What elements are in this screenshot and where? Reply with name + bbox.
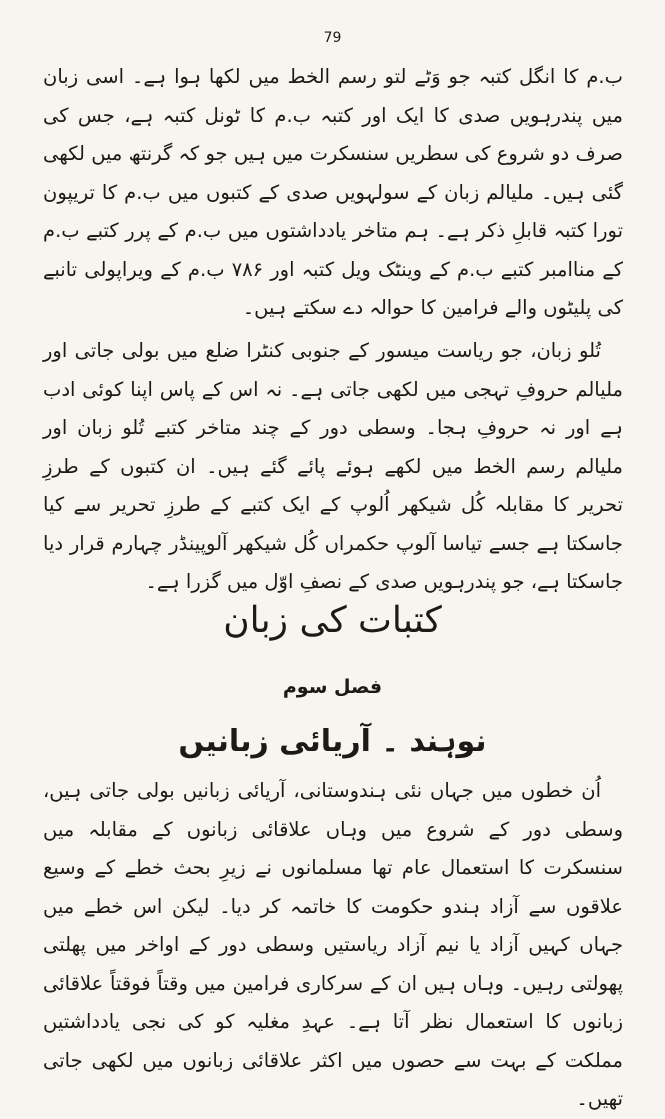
paragraph-malayalam-inscriptions	[43, 58, 623, 328]
section-label: فصل سوم	[282, 676, 383, 698]
chapter-title: کتبات کی زبان	[223, 600, 442, 641]
paragraph-indo-aryan-languages	[43, 772, 623, 1119]
page-number: 79	[323, 30, 342, 46]
section-heading: نوہند ۔ آریائی زبانیں	[178, 724, 487, 759]
paragraph-tulu-language	[43, 332, 623, 602]
paragraph-text: اُن خطوں میں جہاں نئی ہندوستانی، آریائی زبانیں بولی جاتی ہیں، وسطی دور کے شروع میں وہاں علاقائی زبانوں کے مقابلہ میں سنسکرت کا استعمال عام تھا مسلمانوں نے زیرِ بحث خطے کے وسیع علاقوں سے آزاد ہندو حکومت کا خاتمہ کر دیا۔ لیکن اس خطے میں جہاں کہیں آزاد یا نیم آزاد ریاستیں وسطی دور کے اواخر میں پھلتی پھولتی رہیں۔ وہاں ہیں ان کے سرکاری فرامین میں وقتاً فوقتاً علاقائی زبانوں کا استعمال نظر آتا ہے۔ عہدِ مغلیہ کو کی نجی یادداشتیں مملکت کے بہت سے حصوں میں اکثر علاقائی زبانوں میں لکھی جاتی تھیں۔	[43, 779, 623, 1110]
paragraph-text: تُلو زبان، جو ریاست میسور کے جنوبی کنٹرا ضلع میں بولی جاتی اور ملیالم حروفِ تہجی میں لکھی جاتی ہے۔ نہ اس کے پاس اپنا کوئی ادب ہے اور نہ حروفِ ہجا۔ وسطی دور کے چند متاخر کتبے تُلو زبان اور ملیالم رسم الخط میں لکھے ہوئے پائے گئے ہیں۔ ان کتبوں کے طرزِ تحریر کا مقابلہ کُل شیکھر اُلوپ کے ایک کتبے کے طرزِ تحریر سے کیا جاسکتا ہے جسے تیاسا آلوپ حکمراں کُل شیکھر آلوپینڈر چہارم قرار دیا جاسکتا ہے، جو پندرہویں صدی کے نصفِ اوّل میں گزرا ہے۔	[43, 339, 623, 593]
paragraph-text: ب.م کا انگل کتبہ جو وَٹے لتو رسم الخط میں لکھا ہوا ہے۔ اسی زبان میں پندرہویں صدی کا ایک اور کتبہ ب.م کا ٹونل کتبہ ہے، جس کی صرف دو شروع کی سطریں سنسکرت میں ہیں جو کہ گرنتھ میں لکھی گئی ہیں۔ ملیالم زبان کے سولہویں صدی کے کتبوں میں ب.م کا تریپون تورا کتبہ قابلِ ذکر ہے۔ ہم متاخر یادداشتوں میں ب.م کے پرر کتبے ب.م کے مناامبر کتبے ب.م کے وینٹک ویل کتبہ اور ۷۸۶ ب.م کے ویراپولی تانبے کی پلیٹوں والے فرامین کا حوالہ دے سکتے ہیں۔	[43, 65, 623, 319]
